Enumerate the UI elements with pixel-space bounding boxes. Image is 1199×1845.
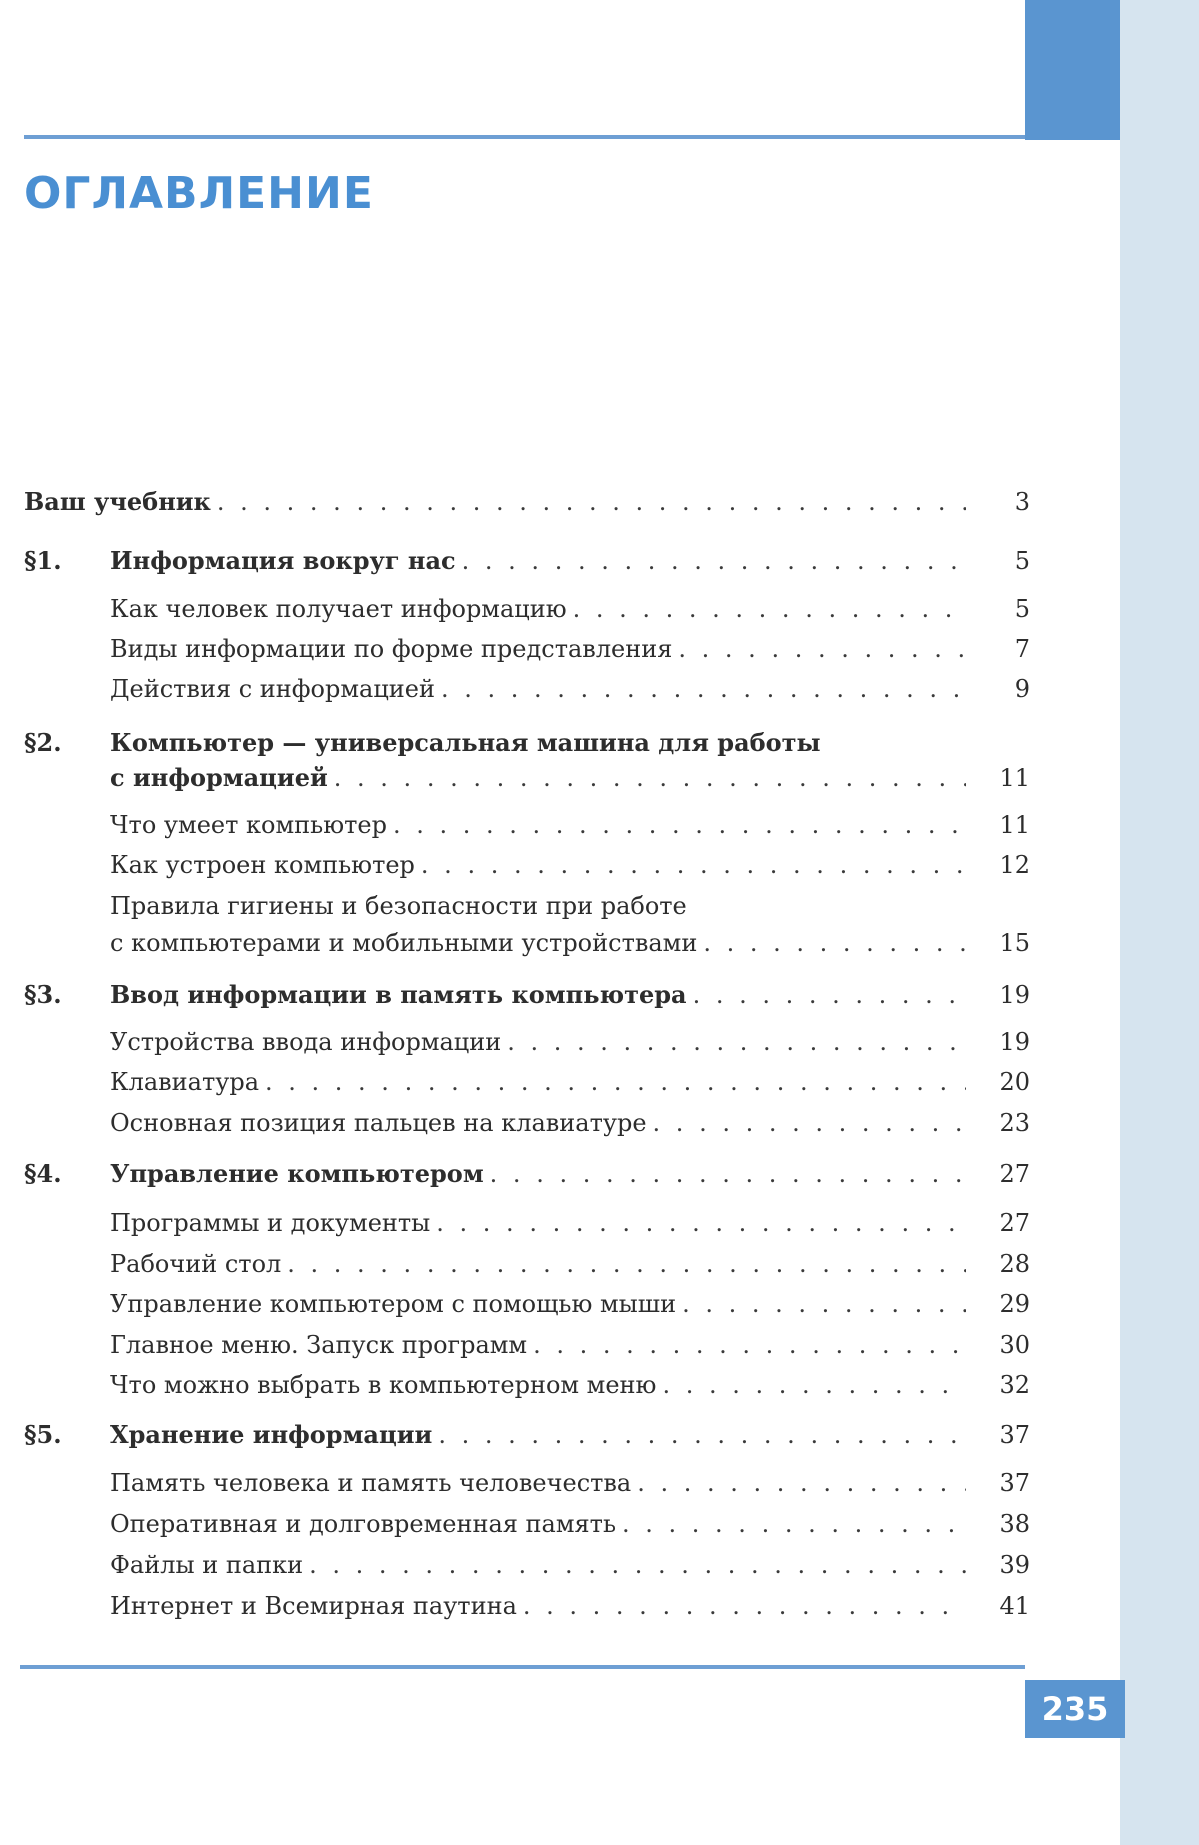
page-number: 235 [1041,1690,1109,1728]
toc-entry-subsection[interactable] [0,1369,1030,1401]
entry-title: Главное меню. Запуск программ [110,1331,528,1359]
toc-entry-subsection[interactable] [0,1066,1030,1098]
leader-dots [573,593,966,625]
leader-dots [309,1549,966,1581]
entry-page: 5 [1014,595,1030,623]
toc-entry-subsection[interactable] [0,1026,1030,1058]
entry-page: 37 [999,1421,1030,1449]
entry-page: 11 [999,764,1030,792]
entry-page: 9 [1014,675,1030,703]
leader-dots [703,927,966,959]
entry-page: 30 [999,1331,1030,1359]
toc-entry-subsection[interactable] [0,1329,1030,1361]
leader-dots [287,1248,966,1280]
page-title: ОГЛАВЛЕНИЕ [24,168,374,219]
leader-dots [490,1158,966,1190]
paragraph-number: §4. [24,1159,62,1188]
leader-dots [622,1508,966,1540]
entry-title: Действия с информацией [110,675,435,703]
entry-page: 5 [1014,547,1030,575]
toc-entry-subsection[interactable] [0,593,1030,625]
toc-entry-subsection[interactable] [0,1549,1030,1581]
toc-entry-subsection[interactable] [0,1207,1030,1239]
leader-dots [678,633,966,665]
entry-page: 27 [999,1209,1030,1237]
leader-dots [523,1590,966,1622]
entry-page: 7 [1014,635,1030,663]
entry-page: 37 [999,1469,1030,1497]
entry-page: 27 [999,1160,1030,1188]
entry-title: Хранение информации [110,1420,433,1449]
entry-page: 3 [1014,488,1030,516]
top-rule [24,135,1025,139]
entry-title: Оперативная и долговременная память [110,1510,617,1538]
entry-title: с компьютерами и мобильными устройствами [110,929,698,957]
leader-dots [637,1467,966,1499]
toc-entry-subsection[interactable] [0,1467,1030,1499]
leader-dots [334,762,966,794]
entry-page: 38 [999,1510,1030,1538]
toc-entry-section-4[interactable] [0,1158,1030,1190]
entry-page: 39 [999,1551,1030,1579]
leader-dots [662,1369,966,1401]
paragraph-number: §5. [24,1420,62,1449]
leader-dots [438,1419,966,1451]
entry-page: 23 [999,1109,1030,1137]
entry-title: Ваш учебник [24,487,211,516]
leader-dots [441,673,966,705]
leader-dots [507,1026,966,1058]
entry-title: с информацией [110,763,328,792]
entry-title: Файлы и папки [110,1551,304,1579]
leader-dots [393,809,966,841]
entry-title: Как устроен компьютер [110,851,415,879]
entry-title: Рабочий стол [110,1250,282,1278]
leader-dots [682,1288,966,1320]
toc-entry-subsection[interactable] [0,927,1030,959]
paragraph-number: §2. [24,728,62,757]
toc-entry-subsection[interactable] [0,633,1030,665]
toc-entry-subsection[interactable] [0,1107,1030,1139]
entry-title: Что можно выбрать в компьютерном меню [110,1371,657,1399]
entry-title: Память человека и память человечества [110,1469,632,1497]
entry-page: 20 [999,1068,1030,1096]
entry-title: Интернет и Всемирная паутина [110,1592,517,1620]
entry-title: Информация вокруг нас [110,546,456,575]
leader-dots [462,545,966,577]
entry-page: 32 [999,1371,1030,1399]
leader-dots [693,979,966,1011]
toc-entry-section-2-line1[interactable] [0,727,1030,759]
entry-title: Ввод информации в память компьютера [110,980,687,1009]
side-strip [1120,0,1199,1845]
toc-entry-subsection[interactable] [0,1508,1030,1540]
paragraph-number: §1. [24,546,62,575]
entry-title: Клавиатура [110,1068,260,1096]
leader-dots [217,486,966,518]
paragraph-number: §3. [24,980,62,1009]
entry-title: Виды информации по форме представления [110,635,673,663]
bottom-rule [20,1665,1025,1669]
toc-entry-subsection-line1[interactable] [0,890,1030,922]
toc-entry-intro[interactable] [0,486,1030,518]
toc-entry-section-1[interactable] [0,545,1030,577]
entry-title: Как человек получает информацию [110,595,567,623]
entry-title: Устройства ввода информации [110,1028,502,1056]
toc-entry-section-5[interactable] [0,1419,1030,1451]
entry-page: 15 [999,929,1030,957]
entry-page: 41 [999,1592,1030,1620]
leader-dots [653,1107,966,1139]
toc-entry-subsection[interactable] [0,1590,1030,1622]
toc-entry-subsection[interactable] [0,1248,1030,1280]
leader-dots [421,849,966,881]
entry-page: 12 [999,851,1030,879]
entry-title: Управление компьютером с помощью мыши [110,1290,677,1318]
toc-entry-subsection[interactable] [0,849,1030,881]
entry-title: Что умеет компьютер [110,811,387,839]
toc-entry-section-2[interactable] [0,762,1030,794]
entry-title: Основная позиция пальцев на клавиатуре [110,1109,647,1137]
toc-entry-subsection[interactable] [0,809,1030,841]
top-color-tab [1025,0,1120,140]
toc-entry-subsection[interactable] [0,1288,1030,1320]
entry-page: 19 [999,1028,1030,1056]
page-number-box [1025,1680,1125,1738]
entry-page: 29 [999,1290,1030,1318]
leader-dots [533,1329,966,1361]
toc-entry-section-3[interactable] [0,979,1030,1011]
entry-page: 19 [999,981,1030,1009]
entry-page: 11 [999,811,1030,839]
entry-title-line1: Правила гигиены и безопасности при работе [110,892,687,920]
entry-title: Программы и документы [110,1209,431,1237]
leader-dots [436,1207,966,1239]
entry-page: 28 [999,1250,1030,1278]
toc-entry-subsection[interactable] [0,673,1030,705]
entry-title: Управление компьютером [110,1159,484,1188]
leader-dots [265,1066,966,1098]
entry-title-line1: Компьютер — универсальная машина для работы [110,728,821,757]
